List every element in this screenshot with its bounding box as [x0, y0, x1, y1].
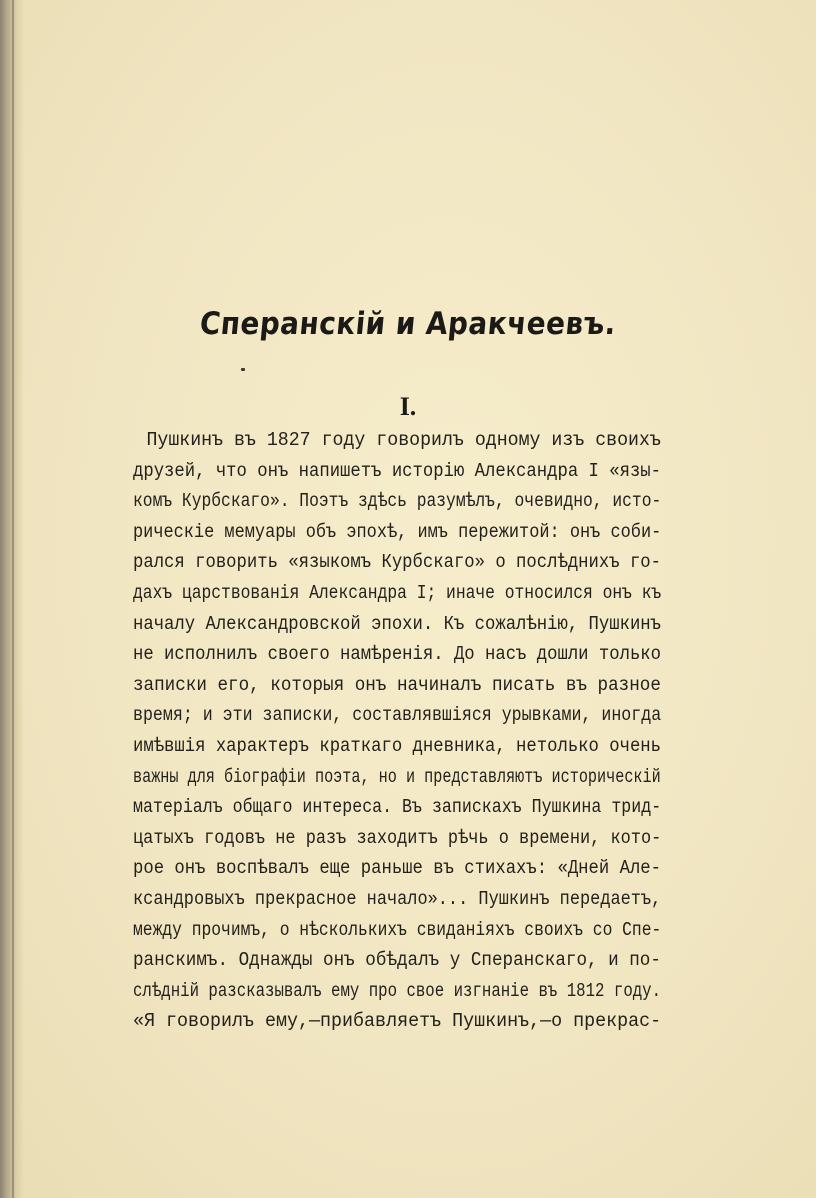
text-line: друзей, что онъ напишетъ исторію Александра I «язы- [133, 459, 662, 482]
text-line: не исполнилъ своего намѣренія. До насъ дошли только [133, 643, 662, 666]
text-line: матеріалъ общаго интереса. Въ запискахъ Пушкина трид- [133, 796, 662, 819]
text-line: рическіе мемуары объ эпохѣ, имъ пережитой: онъ соби- [133, 520, 662, 543]
text-line: записки его, которыя онъ начиналъ писать въ разное [133, 673, 661, 696]
section-number: I. [399, 392, 417, 421]
text-line: началу Александровской эпохи. Къ сожалѣнію, Пушкинъ [133, 612, 662, 635]
text-line: «Я говорилъ ему,—прибавляетъ Пушкинъ,—о прекрас- [133, 1010, 662, 1033]
body-paragraph [133, 425, 661, 1037]
text-line: слѣдній разсказывалъ ему про свое изгнаніе въ 1812 году. [133, 979, 662, 1002]
text-line: ранскимъ. Однажды онъ обѣдалъ у Сперанскаго, и по- [133, 949, 661, 972]
text-line: ксандровыхъ прекрасное начало»... Пушкинъ передаетъ, [133, 887, 662, 910]
text-line: имѣвшія характеръ краткаго дневника, нетолько очень [133, 734, 662, 757]
text-line: между прочимъ, о нѣсколькихъ свиданіяхъ своихъ со Спе- [133, 918, 662, 941]
text-line: цатыхъ годовъ не разъ заходитъ рѣчь о времени, кото- [133, 826, 662, 849]
binding-line [12, 0, 14, 1198]
text-line: дахъ царствованія Александра I; иначе относился онъ къ [133, 581, 662, 604]
text-line: рое онъ воспѣвалъ еще раньше въ стихахъ: «Дней Але- [133, 857, 662, 880]
text-line: комъ Курбскаго». Поэтъ здѣсь разумѣлъ, очевидно, исто- [133, 490, 662, 513]
text-line: рался говорить «языкомъ Курбскаго» о послѣднихъ го- [133, 551, 662, 574]
text-line: важны для біографіи поэта, но и представляютъ историческій [133, 765, 661, 788]
ink-speck [241, 368, 245, 371]
text-line: время; и эти записки, составлявшіяся урывками, иногда [133, 704, 662, 727]
page-title: Сперанскій и Аракчеевъ. [198, 306, 618, 342]
text-line: Пушкинъ въ 1827 году говорилъ одному изъ своихъ [146, 429, 661, 451]
